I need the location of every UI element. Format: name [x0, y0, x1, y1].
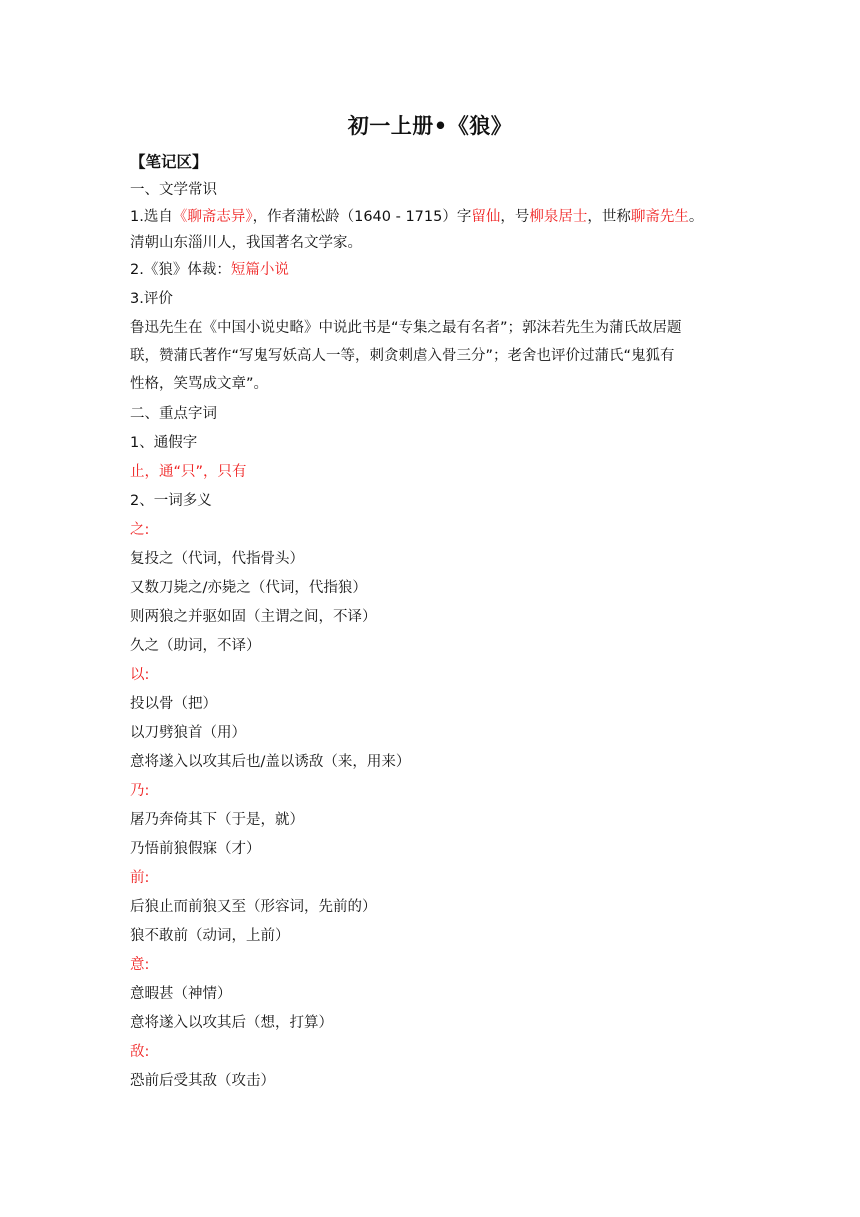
polysemy-example: 屠乃奔倚其下（于是，就） — [130, 812, 304, 828]
polysemy-example: 意将遂入以攻其后也/盖以诱敌（来，用来） — [130, 754, 411, 770]
highlight-pseudonym: 柳泉居士 — [529, 209, 588, 225]
polysemy-example: 久之（助词，不译） — [130, 638, 261, 654]
evaluation-line: 鲁迅先生在《中国小说史略》中说此书是“专集之最有名者”；郭沫若先生为蒲氏故居题 — [130, 320, 682, 336]
tongjia-entry: 止，通“只”，只有 — [130, 464, 247, 480]
polysemy-example: 后狼止而前狼又至（形容词，先前的） — [130, 899, 377, 915]
highlight-title: 聊斋先生 — [630, 209, 689, 225]
text: 2.《狼》体裁： — [130, 262, 231, 278]
polysemy-word: 以: — [130, 667, 150, 683]
polysemy-example: 意将遂入以攻其后（想，打算） — [130, 1015, 333, 1031]
highlight-genre: 短篇小说 — [230, 262, 289, 278]
polysemy-word: 意: — [130, 957, 150, 973]
literary-item-2 — [130, 258, 289, 279]
polysemy-example: 狼不敢前（动词，上前） — [130, 928, 290, 944]
text: ，号 — [500, 209, 530, 225]
polysemy-example: 恐前后受其敌（攻击） — [130, 1073, 275, 1089]
polysemy-example: 又数刀毙之/亦毙之（代词，代指狼） — [130, 580, 367, 596]
highlight-courtesy-name: 留仙 — [471, 209, 501, 225]
polysemy-word: 之: — [130, 522, 150, 538]
subheading-tongjia: 1、通假字 — [130, 435, 198, 451]
evaluation-line: 性格，笑骂成文章”。 — [130, 376, 269, 392]
polysemy-word: 敌: — [130, 1044, 150, 1060]
text: ，世称 — [587, 209, 631, 225]
section-header: 【笔记区】 — [130, 153, 208, 171]
heading-literary-knowledge: 一、文学常识 — [130, 182, 217, 198]
subheading-polysemy: 2、一词多义 — [130, 493, 212, 509]
text: 。 — [688, 209, 704, 225]
polysemy-example: 复投之（代词，代指骨头） — [130, 551, 304, 567]
polysemy-example: 意暇甚（神情） — [130, 986, 232, 1002]
page-title: 初一上册•《狼》 — [347, 114, 513, 138]
polysemy-example: 以刀劈狼首（用） — [130, 725, 246, 741]
text: ，作者蒲松龄（1640 - 1715）字 — [252, 209, 472, 225]
literary-item-1 — [130, 205, 703, 226]
polysemy-word: 乃: — [130, 783, 150, 799]
literary-item-1-line2: 清朝山东淄川人，我国著名文学家。 — [130, 235, 362, 251]
evaluation-line: 联，赞蒲氏著作“写鬼写妖高人一等，刺贪刺虐入骨三分”；老舍也评价过蒲氏“鬼狐有 — [130, 348, 675, 364]
literary-item-3-heading: 3.评价 — [130, 291, 173, 307]
polysemy-example: 则两狼之并驱如固（主谓之间，不译） — [130, 609, 377, 625]
polysemy-example: 投以骨（把） — [130, 696, 217, 712]
highlight-book: 《聊斋志异》 — [172, 209, 253, 225]
polysemy-example: 乃悟前狼假寐（才） — [130, 841, 261, 857]
heading-key-words: 二、重点字词 — [130, 406, 217, 422]
text: 1.选自 — [130, 209, 173, 225]
polysemy-word: 前: — [130, 870, 150, 886]
